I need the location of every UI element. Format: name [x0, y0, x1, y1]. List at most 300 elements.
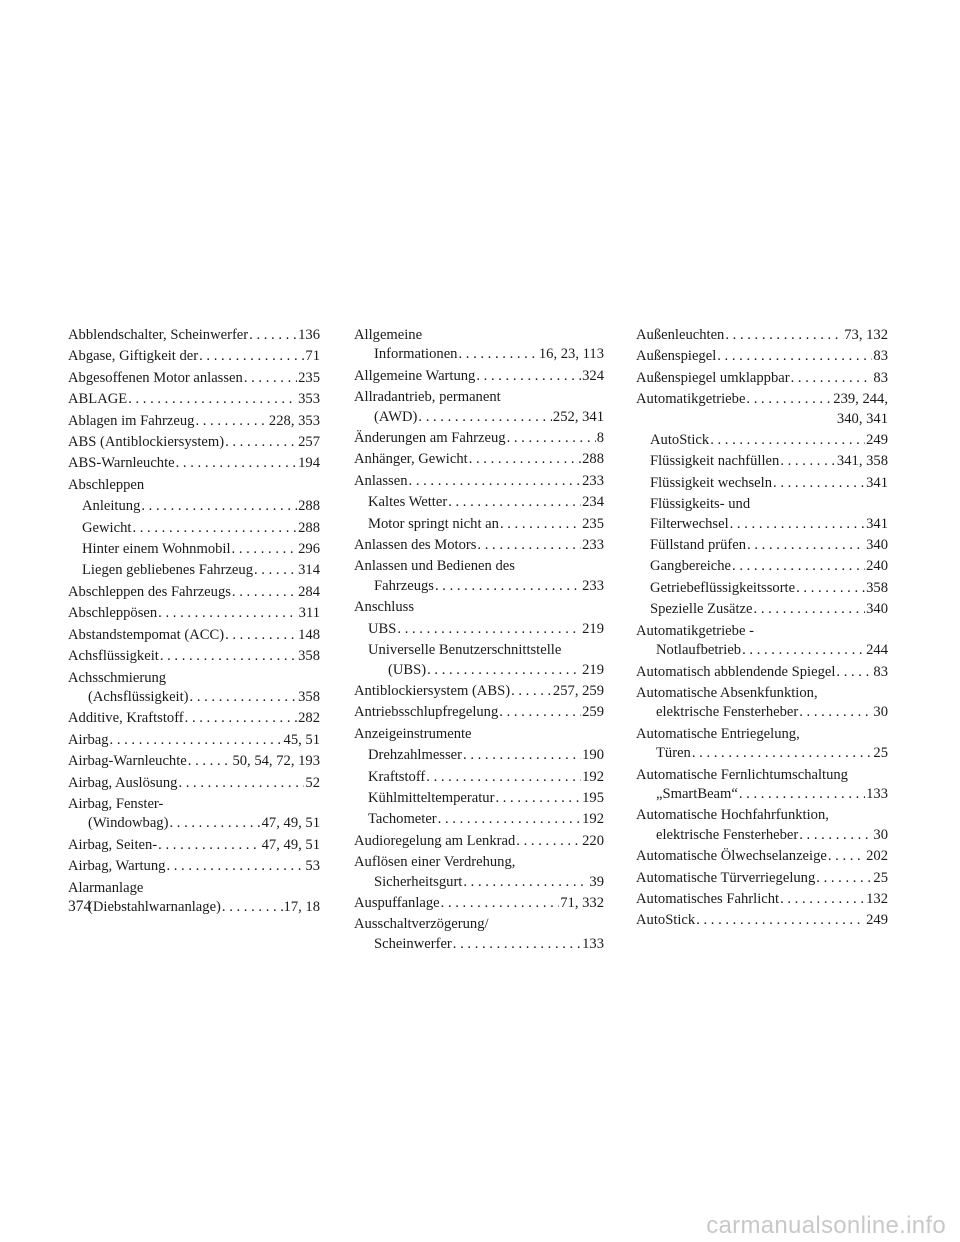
index-entry: [636, 911, 888, 930]
page-ref: 252, 341: [552, 408, 604, 425]
entry-line: [368, 493, 604, 512]
page-ref: 228, 353: [268, 412, 320, 429]
index-term: Abschleppen: [68, 476, 145, 493]
entry-line: [636, 911, 888, 930]
index-entry: [68, 433, 320, 452]
index-entry: [354, 620, 604, 639]
index-term-continued: Informationen: [374, 346, 458, 363]
entry-line: [354, 853, 604, 872]
page-ref: 220: [582, 832, 604, 849]
index-term: Hinter einem Wohnmobil: [82, 541, 231, 558]
index-term-continued: Filterwechsel: [650, 515, 729, 532]
index-entry: [68, 412, 320, 431]
leader-dots: [725, 326, 843, 345]
index-term-continued: (AWD): [374, 408, 418, 425]
index-term: Ausschaltverzögerung/: [354, 916, 489, 933]
index-term: Auflösen einer Verdrehung,: [354, 854, 516, 871]
index-term: Getriebeflüssigkeitssorte: [650, 579, 796, 596]
page-ref: 341: [866, 474, 888, 491]
leader-dots: [739, 785, 865, 804]
entry-line: [68, 369, 320, 388]
index-entry: [636, 869, 888, 888]
leader-dots: [427, 661, 581, 680]
entry-continuation: [650, 515, 888, 534]
leader-dots: [132, 519, 297, 538]
page-ref: 341, 358: [836, 453, 888, 470]
entry-line: [68, 752, 320, 771]
page-ref: 8: [596, 430, 604, 447]
index-entry: [354, 853, 604, 892]
page-ref: 358: [866, 579, 888, 596]
entry-line: [650, 495, 888, 514]
index-term: Airbag, Auslösung: [68, 774, 178, 791]
entry-line: [68, 626, 320, 645]
page-ref: 133: [866, 785, 888, 802]
page-ref: 259: [582, 704, 604, 721]
entry-line: [636, 806, 888, 825]
entry-line: [636, 766, 888, 785]
index-column-2: [354, 326, 604, 956]
entry-line: [650, 557, 888, 576]
leader-dots: [225, 626, 297, 645]
entry-continuation: [354, 345, 604, 364]
leader-dots: [453, 935, 581, 954]
index-column-1: [68, 326, 320, 919]
index-term: Kühlmitteltemperatur: [368, 789, 495, 806]
leader-dots: [176, 454, 297, 473]
index-entry: [354, 703, 604, 722]
index-term: Anschluss: [354, 599, 414, 616]
index-term: Tachometer: [368, 811, 437, 828]
index-term: Anlassen und Bedienen des: [354, 558, 515, 575]
entry-line: [650, 431, 888, 450]
entry-line: [68, 390, 320, 409]
index-term: Automatische Fernlichtumschaltung: [636, 766, 848, 783]
leader-dots: [773, 474, 865, 493]
entry-line: [68, 454, 320, 473]
entry-continuation: [354, 577, 604, 596]
page-ref: 358: [298, 688, 320, 705]
leader-dots: [507, 429, 596, 448]
entry-line: [354, 326, 604, 345]
index-term: Automatikgetriebe -: [636, 622, 754, 639]
index-entry: [354, 894, 604, 913]
index-entry: [354, 915, 604, 954]
entry-line: [368, 768, 604, 787]
leader-dots: [158, 604, 297, 623]
index-entry: [68, 604, 320, 623]
entry-line: [354, 557, 604, 576]
page-ref: 71: [305, 348, 320, 365]
index-term: Abgesoffenen Motor anlassen: [68, 369, 243, 386]
index-entry: [636, 847, 888, 866]
entry-line: [368, 810, 604, 829]
leader-dots: [397, 620, 581, 639]
entry-continuation: [68, 898, 320, 917]
leader-dots: [717, 347, 872, 366]
page-ref: 53: [305, 858, 320, 875]
entry-continuation: [68, 688, 320, 707]
index-term-continued: elektrische Fensterheber: [656, 704, 799, 721]
page-ref: 39: [589, 873, 604, 890]
index-entry: [354, 515, 604, 534]
page-ref: 83: [873, 348, 888, 365]
index-term: ABLAGE: [68, 391, 128, 408]
page-ref: 45, 51: [283, 731, 320, 748]
index-term: Kraftstoff: [368, 768, 426, 785]
leader-dots: [746, 390, 832, 409]
index-entry: [636, 369, 888, 388]
entry-line: [68, 347, 320, 366]
leader-dots: [141, 497, 297, 516]
index-term: Anlassen des Motors: [354, 537, 477, 554]
leader-dots: [692, 744, 873, 763]
entry-line: [68, 326, 320, 345]
leader-dots: [232, 583, 297, 602]
index-entry: [68, 879, 320, 918]
page-ref: 233: [582, 472, 604, 489]
index-term: Alarmanlage: [68, 879, 144, 896]
entry-continuation: [354, 935, 604, 954]
index-entry: [636, 536, 888, 555]
index-entry: [636, 495, 888, 534]
index-entry: [68, 669, 320, 708]
page-ref: 311: [298, 605, 320, 622]
entry-line: [354, 725, 604, 744]
index-term-continued: Fahrzeugs: [374, 577, 434, 594]
index-entry: [636, 347, 888, 366]
page-ref: 257, 259: [552, 682, 604, 699]
index-term: Achsschmierung: [68, 669, 167, 686]
page-ref: 133: [582, 935, 604, 952]
page-ref: 136: [298, 327, 320, 343]
page-ref: 73, 132: [844, 327, 888, 343]
page-number: 374: [68, 898, 92, 915]
index-entry: [354, 472, 604, 491]
entry-line: [354, 429, 604, 448]
entry-line: [636, 622, 888, 641]
index-entry: [636, 684, 888, 723]
page-ref: 83: [873, 369, 888, 386]
entry-continuation: [368, 661, 604, 680]
index-term: Außenspiegel: [636, 348, 717, 365]
leader-dots: [128, 390, 297, 409]
entry-line: [68, 669, 320, 688]
index-entry: [354, 641, 604, 680]
index-entry: [354, 326, 604, 365]
leader-dots: [195, 412, 267, 431]
entry-line: [68, 412, 320, 431]
entry-line: [354, 915, 604, 934]
index-entry: [68, 561, 320, 580]
page-ref: 148: [298, 626, 320, 643]
entry-line: [650, 452, 888, 471]
leader-dots: [110, 731, 283, 750]
index-entry: [68, 540, 320, 559]
entry-line: [636, 663, 888, 682]
leader-dots: [799, 826, 872, 845]
leader-dots: [448, 493, 581, 512]
index-entry: [68, 390, 320, 409]
index-term: Antriebsschlupfregelung: [354, 704, 499, 721]
page-ref: 233: [582, 537, 604, 554]
page-ref: 195: [582, 789, 604, 806]
index-entry: [68, 497, 320, 516]
leader-dots: [780, 890, 865, 909]
leader-dots: [791, 369, 873, 388]
leader-dots: [254, 561, 297, 580]
leader-dots: [160, 647, 297, 666]
page-ref: 25: [873, 869, 888, 886]
entry-line: [636, 326, 888, 345]
leader-dots: [225, 433, 297, 452]
page-ref: 17, 18: [283, 898, 320, 915]
entry-line: [68, 879, 320, 898]
index-term-continued: Notlaufbetrieb: [656, 642, 742, 659]
leader-dots: [199, 347, 304, 366]
index-term: Änderungen am Fahrzeug: [354, 430, 506, 447]
page-ref: 314: [298, 562, 320, 579]
page-ref: 282: [298, 710, 320, 727]
entry-line: [354, 682, 604, 701]
leader-dots: [458, 345, 537, 364]
index-entry: [68, 454, 320, 473]
entry-line: [68, 433, 320, 452]
leader-dots: [754, 600, 866, 619]
leader-dots: [710, 431, 865, 450]
entry-line: [636, 890, 888, 909]
page-ref: 358: [298, 648, 320, 665]
index-term: Anlassen: [354, 472, 408, 489]
entry-line: [636, 684, 888, 703]
leader-dots: [222, 898, 283, 917]
index-entry: [68, 347, 320, 366]
index-entry: [354, 536, 604, 555]
index-term: Abblendschalter, Scheinwerfer: [68, 327, 249, 343]
index-entry: [636, 326, 888, 345]
index-term: Automatikgetriebe: [636, 391, 746, 408]
index-entry: [354, 429, 604, 448]
leader-dots: [516, 832, 581, 851]
leader-dots: [166, 857, 304, 876]
page-ref: 192: [582, 811, 604, 828]
leader-dots: [178, 774, 304, 793]
index-term: Abgase, Giftigkeit der: [68, 348, 199, 365]
entry-line: [68, 836, 320, 855]
entry-line: [82, 540, 320, 559]
page-ref: 219: [582, 661, 604, 678]
index-entry: [68, 774, 320, 793]
index-term: Allradantrieb, permanent: [354, 389, 501, 406]
index-term: Automatische Hochfahrfunktion,: [636, 807, 829, 824]
index-term: Flüssigkeit wechseln: [650, 474, 773, 491]
leader-dots: [499, 703, 581, 722]
index-term: AutoStick: [636, 912, 696, 929]
page-ref: 296: [298, 541, 320, 558]
entry-line: [354, 598, 604, 617]
entry-line: [82, 561, 320, 580]
index-entry: [354, 493, 604, 512]
index-term: Auspuffanlage: [354, 894, 440, 911]
index-entry: [636, 579, 888, 598]
entry-line: [368, 746, 604, 765]
leader-dots: [190, 688, 298, 707]
entry-line: [354, 536, 604, 555]
leader-dots: [438, 810, 581, 829]
index-entry: [636, 725, 888, 764]
entry-line: [82, 497, 320, 516]
index-term: Automatische Türverriegelung: [636, 869, 816, 886]
leader-dots: [409, 472, 582, 491]
page-ref: 30: [873, 704, 888, 721]
index-entry: [636, 557, 888, 576]
entry-line: [636, 847, 888, 866]
entry-line: [354, 703, 604, 722]
page-ref: 192: [582, 768, 604, 785]
index-term: AutoStick: [650, 432, 710, 449]
page-ref: 340: [866, 537, 888, 554]
leader-dots: [463, 873, 588, 892]
page-ref: 249: [866, 912, 888, 929]
page-ref: 288: [582, 451, 604, 468]
index-entry: [354, 682, 604, 701]
leader-dots: [816, 869, 872, 888]
entry-line: [636, 390, 888, 409]
index-term: Abschleppen des Fahrzeugs: [68, 583, 231, 600]
index-entry: [68, 709, 320, 728]
entry-line: [368, 620, 604, 639]
entry-line: [636, 869, 888, 888]
leader-dots: [477, 536, 581, 555]
index-entry: [68, 326, 320, 345]
index-term: Allgemeine Wartung: [354, 367, 476, 384]
page-ref: 219: [582, 620, 604, 637]
leader-dots: [244, 369, 297, 388]
leader-dots: [742, 641, 865, 660]
index-entry: [68, 476, 320, 495]
leader-dots: [500, 515, 581, 534]
entry-line: [68, 647, 320, 666]
index-term: Füllstand prüfen: [650, 537, 747, 554]
entry-line: [650, 474, 888, 493]
index-term: Anhänger, Gewicht: [354, 451, 468, 468]
entry-line: [354, 450, 604, 469]
index-term: Abschleppösen: [68, 605, 158, 622]
page-ref: 71, 332: [560, 894, 604, 911]
index-entry: [354, 832, 604, 851]
page-ref: 239, 244,: [833, 391, 888, 408]
entry-line: [68, 583, 320, 602]
entry-line: [354, 832, 604, 851]
leader-dots: [418, 408, 552, 427]
leader-dots: [426, 768, 581, 787]
index-term: Anzeigeinstrumente: [354, 725, 472, 742]
index-term: Außenleuchten: [636, 327, 725, 343]
index-term: Airbag-Warnleuchte: [68, 753, 187, 770]
page-ref: 202: [866, 848, 888, 865]
entry-line: [354, 894, 604, 913]
index-term: Spezielle Zusätze: [650, 601, 753, 618]
leader-dots: [188, 752, 232, 771]
leader-dots: [232, 540, 298, 559]
index-term: Anleitung: [82, 498, 141, 515]
index-term-continued: „SmartBeam“: [656, 785, 738, 802]
leader-dots: [185, 709, 297, 728]
index-term: Außenspiegel umklappbar: [636, 369, 790, 386]
index-term: Liegen gebliebenes Fahrzeug: [82, 562, 253, 579]
page-ref: 47, 49, 51: [261, 815, 320, 832]
leader-dots: [495, 789, 581, 808]
index-term-continued: (Windowbag): [88, 815, 169, 832]
index-entry: [636, 663, 888, 682]
page-ref: 47, 49, 51: [261, 836, 320, 853]
watermark: carmanualsonline.info: [706, 1212, 946, 1239]
index-term: Airbag, Fenster-: [68, 795, 164, 812]
leader-dots: [780, 452, 836, 471]
page-ref: 16, 23, 113: [538, 346, 604, 363]
index-term: ABS-Warnleuchte: [68, 455, 175, 472]
entry-line: [650, 600, 888, 619]
entry-line: [68, 709, 320, 728]
index-term: Automatische Absenkfunktion,: [636, 684, 818, 701]
leader-dots: [730, 515, 865, 534]
index-entry: [636, 806, 888, 845]
index-column-3: [636, 326, 888, 933]
entry-continuation: [636, 744, 888, 763]
leader-dots: [469, 450, 581, 469]
entry-continuation: [68, 814, 320, 833]
entry-line: [368, 789, 604, 808]
leader-dots: [169, 814, 260, 833]
index-entry: [636, 390, 888, 429]
index-term: ABS (Antiblockiersystem): [68, 434, 225, 451]
entry-line: [68, 604, 320, 623]
index-term-continued: Türen: [656, 745, 691, 762]
entry-continuation: [636, 826, 888, 845]
index-entry: [354, 810, 604, 829]
index-term: Drehzahlmesser: [368, 747, 463, 764]
entry-line: [82, 519, 320, 538]
entry-line: [636, 725, 888, 744]
index-term: Antiblockiersystem (ABS): [354, 682, 511, 699]
index-term: Abstandstempomat (ACC): [68, 626, 225, 643]
index-term: UBS: [368, 620, 397, 637]
index-entry: [68, 795, 320, 834]
leader-dots: [511, 682, 552, 701]
leader-dots: [249, 326, 297, 345]
index-term: Allgemeine: [354, 327, 423, 343]
page-ref: 257: [298, 434, 320, 451]
entry-line: [68, 857, 320, 876]
index-term: Automatisches Fahrlicht: [636, 890, 780, 907]
page-ref: 288: [298, 519, 320, 536]
index-entry: [354, 725, 604, 744]
index-term: Airbag, Seiten-: [68, 836, 158, 853]
entry-line: [636, 369, 888, 388]
leader-dots: [463, 746, 581, 765]
index-entry: [354, 789, 604, 808]
leader-dots: [796, 579, 865, 598]
page-ref: 249: [866, 432, 888, 449]
index-term: Airbag: [68, 731, 109, 748]
leader-dots: [828, 847, 865, 866]
entry-continuation: [354, 873, 604, 892]
index-entry: [68, 583, 320, 602]
leader-dots: [696, 911, 865, 930]
page-ref: 324: [582, 367, 604, 384]
index-entry: [68, 836, 320, 855]
index-entry: [636, 452, 888, 471]
